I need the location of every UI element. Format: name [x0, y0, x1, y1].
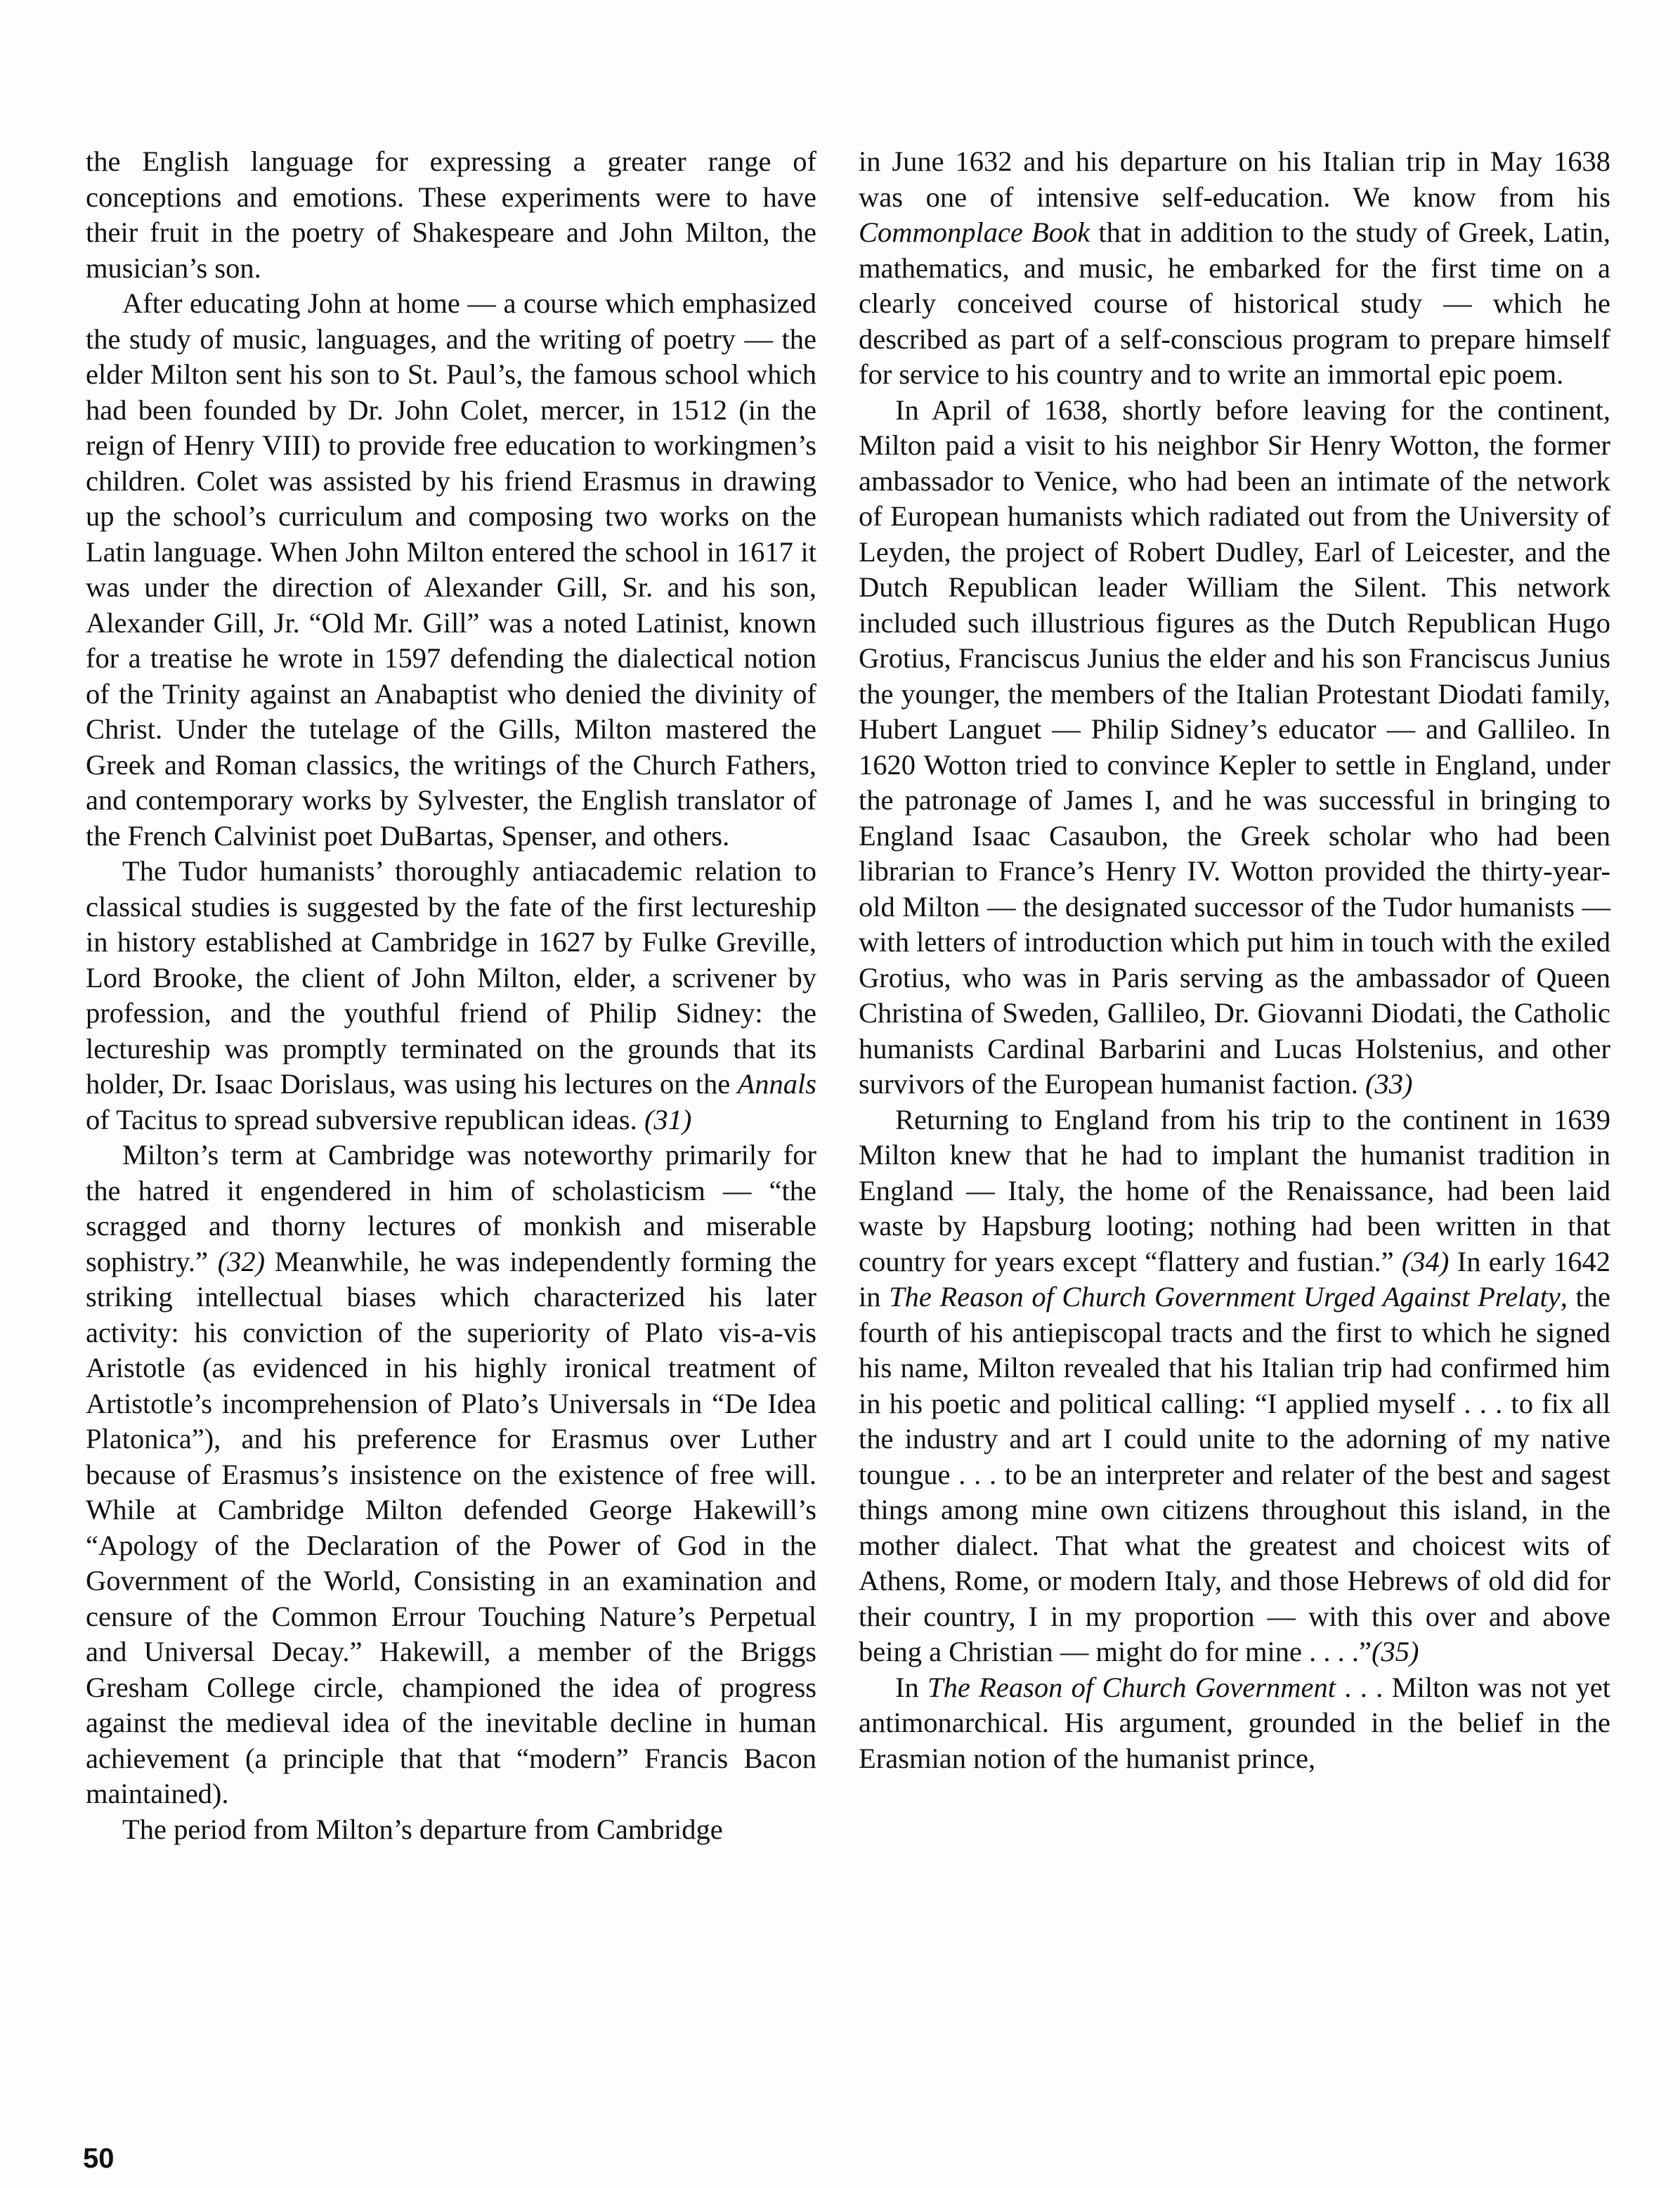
footnote-ref: (31)	[644, 1103, 692, 1135]
paragraph-6: in June 1632 and his departure on his Italian trip in May 1638 was one of intensive self-education. We know from his Commonplace Book that in addition to the study of Greek, Latin, mathematics, and music, he embarked for the first time on a clearly conceived course of historical study — which he described as part of a self-conscious program to prepare himself for service to his country and to write an immortal epic poem.	[859, 145, 1610, 390]
paragraph-7: In April of 1638, shortly before leaving for the continent, Milton paid a visit to his neighbor Sir Henry Wotton, the former ambassador to Venice, who had been an intimate of the network of European humanists which radiated out from the University of Leyden, the project of Robert Dudley, Earl of Leicester, and the Dutch Republican leader William the Silent. This network included such illustrious figures as the Dutch Republican Hugo Grotius, Franciscus Junius the elder and his son Franciscus Junius the younger, the members of the Italian Protestant Diodati family, Hubert Languet — Philip Sidney’s educator — and Gallileo. In 1620 Wotton tried to convince Kepler to settle in England, under the patronage of James I, and he was successful in bringing to England Isaac Casaubon, the Greek scholar who had been librarian to France’s Henry IV. Wotton provided the thirty-year-old Milton — the designated successor of the Tudor humanists — with letters of introduction which put him in touch with the exiled Grotius, who was in Paris serving as the ambassador of Queen Christina of Sweden, Gallileo, Dr. Giovanni Diodati, the Catholic humanists Cardinal Barbarini and Lucas Holstenius, and other survivors of the European humanist faction. (33)	[859, 393, 1610, 1100]
paragraph-8: Returning to England from his trip to the continent in 1639 Milton knew that he had to implant the humanist tradition in England — Italy, the home of the Renaissance, had been laid waste by Hapsburg looting; nothing had been written in that country for years except “flattery and fustian.” (34) In early 1642 in The Reason of Church Government Urged Against Prelaty, the fourth of his antiepiscopal tracts and the first to which he signed his name, Milton revealed that his Italian trip had confirmed him in his poetic and political calling: “I applied myself . . . to fix all the industry and art I could unite to the adorning of my native toungue . . . to be an interpreter and relater of the best and sagest things among mine own citizens throughout this island, in the mother dialect. That what the greatest and choicest wits of Athens, Rome, or modern Italy, and those Hebrews of old did for their country, I in my proportion — with this over and above being a Christian — might do for mine . . . .”(35)	[859, 1103, 1610, 1667]
italic-title: Commonplace Book	[859, 216, 1090, 248]
footnote-ref: (32)	[217, 1245, 266, 1277]
paragraph-3: The Tudor humanists’ thoroughly antiacademic relation to classical studies is suggested by the fate of the first lectureship in history established at Cambridge in 1627 by Fulke Greville, Lord Brooke, the client of John Milton, elder, a scrivener by profession, and the youthful friend of Philip Sidney: the lectureship was promptly terminated on the grounds that its holder, Dr. Isaac Dorislaus, was using his lectures on the Annals of Tacitus to spread subversive republican ideas. (31)	[86, 855, 816, 1135]
footnote-ref: (35)	[1372, 1636, 1419, 1667]
right-column	[859, 144, 1610, 1776]
paragraph-1: the English language for expressing a greater range of conceptions and emotions. These experiments were to have their fruit in the poetry of Shakespeare and John Milton, the musician’s son.	[86, 145, 816, 284]
page-number: 50	[83, 2143, 115, 2174]
paragraph-5: The period from Milton’s departure from Cambridge	[122, 1813, 723, 1845]
left-column	[86, 144, 816, 1847]
paragraph-4: Milton’s term at Cambridge was noteworthy primarily for the hatred it engendered in him of scholasticism — “the scragged and thorny lectures of monkish and miserable sophistry.” (32) Meanwhile, he was independently forming the striking intellectual biases which characterized his later activity: his conviction of the superiority of Plato vis-a-vis Aristotle (as evidenced in his highly ironical treatment of Artistotle’s incomprehension of Plato’s Universals in “De Idea Platonica”), and his preference for Erasmus over Luther because of Erasmus’s insistence on the existence of free will. While at Cambridge Milton defended George Hakewill’s “Apology of the Declaration of the Power of God in the Government of the World, Consisting in an examination and censure of the Common Errour Touching Nature’s Perpetual and Universal Decay.” Hakewill, a member of the Briggs Gresham College circle, championed the idea of progress against the medieval idea of the inevitable decline in human achievement (a principle that that “modern” Francis Bacon maintained).	[86, 1139, 817, 1809]
paragraph-9: In The Reason of Church Government . . . Milton was not yet antimonarchical. His argument, grounded in the belief in the Erasmian notion of the humanist prince,	[859, 1671, 1610, 1774]
italic-title: The Reason of Church Government	[927, 1671, 1336, 1703]
paragraph-2: After educating John at home — a course which emphasized the study of music, languages, and the writing of poetry — the elder Milton sent his son to St. Paul’s, the famous school which had been founded by Dr. John Colet, mercer, in 1512 (in the reign of Henry VIII) to provide free education to workingmen’s children. Colet was assisted by his friend Erasmus in drawing up the school’s curriculum and composing two works on the Latin language. When John Milton entered the school in 1617 it was under the direction of Alexander Gill, Sr. and his son, Alexander Gill, Jr. “Old Mr. Gill” was a noted Latinist, known for a treatise he wrote in 1597 defending the dialectical notion of the Trinity against an Anabaptist who denied the divinity of Christ. Under the tutelage of the Gills, Milton mastered the Greek and Roman classics, the writings of the Church Fathers, and contemporary works by Sylvester, the English translator of the French Calvinist poet DuBartas, Spenser, and others.	[86, 287, 816, 852]
footnote-ref: (34)	[1401, 1245, 1450, 1277]
italic-title: The Reason of Church Government Urged Against Prelaty	[889, 1281, 1561, 1313]
footnote-ref: (33)	[1365, 1068, 1413, 1100]
italic-title: Annals	[737, 1068, 816, 1100]
